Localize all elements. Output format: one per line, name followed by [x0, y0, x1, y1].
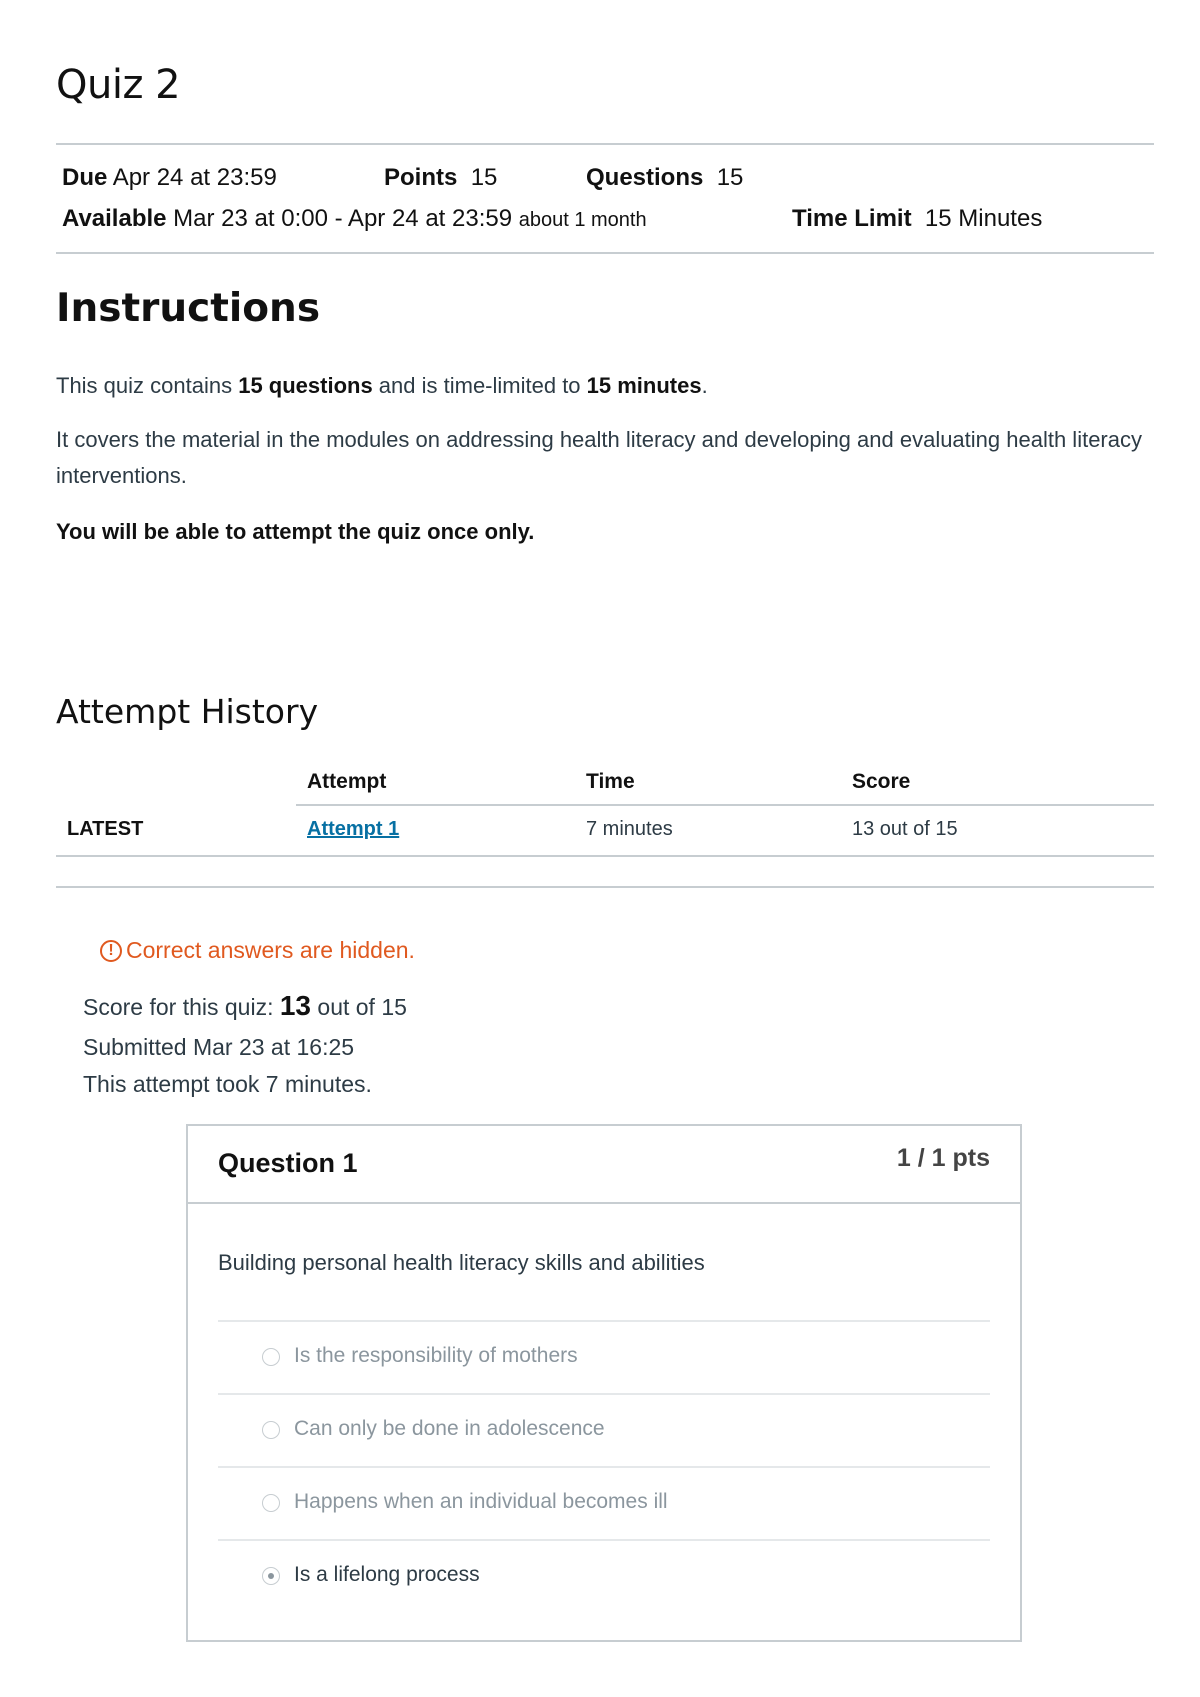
questions-label: Questions	[586, 164, 704, 191]
attempt-1-link[interactable]: Attempt 1	[307, 818, 400, 840]
attempt-cell	[307, 818, 399, 841]
warning-icon: !	[100, 940, 122, 962]
notice-text: Correct answers are hidden.	[126, 937, 415, 963]
answer-label: Happens when an individual becomes ill	[294, 1490, 668, 1513]
score-suffix: out of 15	[311, 994, 407, 1020]
available-value: Mar 23 at 0:00 - Apr 24 at 23:59	[173, 205, 513, 232]
time-cell: 7 minutes	[586, 818, 673, 840]
submitted-time: Submitted Mar 23 at 16:25	[83, 1034, 355, 1060]
text-span: This quiz contains	[56, 373, 239, 398]
answer-label: Is a lifelong process	[294, 1563, 480, 1586]
radio-button[interactable]	[262, 1348, 280, 1366]
score-cell: 13 out of 15	[852, 818, 958, 840]
answer-option[interactable]	[218, 1466, 990, 1538]
table-row-divider	[56, 855, 1154, 857]
time-limit-value: 15 Minutes	[924, 205, 1043, 232]
radio-button[interactable]	[262, 1494, 280, 1512]
divider	[56, 886, 1154, 888]
questions-info	[586, 164, 743, 192]
question-header	[188, 1126, 1020, 1204]
instructions-paragraph-2: It covers the material in the modules on addressing health literacy and developing and evaluating health literacy interventions.	[56, 427, 1142, 488]
question-count: 15 questions	[238, 373, 373, 398]
divider	[56, 252, 1154, 254]
question-card	[186, 1124, 1022, 1642]
answer-option[interactable]	[218, 1320, 990, 1392]
points-info	[384, 164, 497, 192]
answer-label: Is the responsibility of mothers	[294, 1344, 578, 1367]
due-label: Due	[62, 164, 108, 191]
column-header-attempt: Attempt	[307, 770, 387, 793]
points-label: Points	[384, 164, 458, 191]
latest-tag: LATEST	[67, 818, 144, 840]
answer-option-selected[interactable]	[218, 1539, 990, 1611]
text-span: and is time-limited to	[372, 373, 587, 398]
instructions-heading: Instructions	[56, 286, 321, 331]
points-value: 15	[470, 164, 498, 191]
due-value: Apr 24 at 23:59	[112, 164, 277, 191]
radio-button-checked[interactable]	[262, 1567, 280, 1585]
column-header-score: Score	[852, 770, 911, 793]
minute-count: 15 minutes	[586, 373, 702, 398]
instructions-paragraph-1	[56, 368, 1154, 404]
table-header-divider	[296, 804, 1154, 806]
time-limit-info	[792, 205, 1042, 233]
questions-value: 15	[716, 164, 744, 191]
score-prefix: Score for this quiz:	[83, 994, 280, 1020]
attempt-history-heading: Attempt History	[56, 692, 319, 731]
answer-label: Can only be done in adolescence	[294, 1417, 605, 1440]
quiz-title: Quiz 2	[56, 62, 181, 108]
question-title: Question 1	[218, 1148, 358, 1178]
available-duration: about 1 month	[518, 209, 647, 231]
available-info	[62, 205, 647, 233]
answer-option[interactable]	[218, 1393, 990, 1465]
due-info	[62, 164, 277, 192]
divider	[56, 143, 1154, 145]
available-label: Available	[62, 205, 167, 232]
radio-button[interactable]	[262, 1421, 280, 1439]
question-points: 1 / 1 pts	[896, 1144, 990, 1172]
answers-hidden-notice	[100, 937, 415, 964]
attempt-duration: This attempt took 7 minutes.	[83, 1071, 372, 1097]
score-value: 13	[279, 990, 312, 1021]
instructions-paragraph-3: You will be able to attempt the quiz once only.	[56, 519, 535, 544]
question-text: Building personal health literacy skills and abilities	[218, 1250, 705, 1275]
time-limit-label: Time Limit	[792, 205, 912, 232]
quiz-score	[83, 990, 407, 1022]
text-span: .	[701, 373, 708, 398]
column-header-time: Time	[586, 770, 635, 793]
